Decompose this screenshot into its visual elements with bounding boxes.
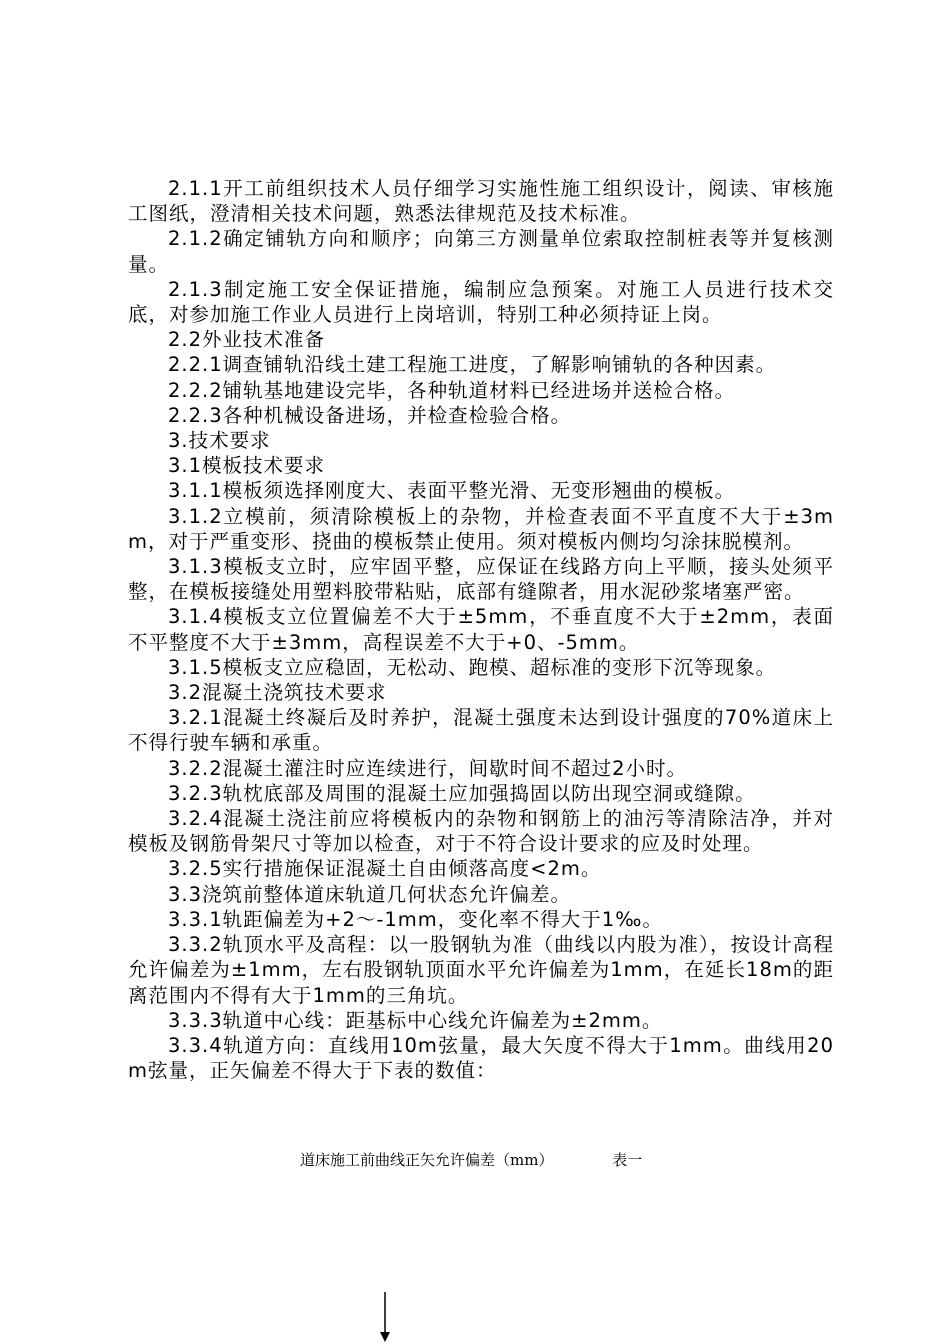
paragraph: 3.2.1混凝土终凝后及时养护，混凝土强度未达到设计强度的70%道床上不得行驶车辆和承重。 [128,706,834,755]
paragraph: 3.2.5实行措施保证混凝土自由倾落高度<2m。 [168,857,602,881]
table-number: 表一 [612,1151,643,1169]
section-heading: 3.1模板技术要求 [168,454,326,478]
section-heading: 3.技术要求 [168,429,271,453]
down-arrow-icon [378,1292,392,1344]
paragraph: 3.1.3模板支立时，应牢固平整，应保证在线路方向上平顺，接头处须平整，在模板接缝处用塑料胶带粘贴，底部有缝隙者，用水泥砂浆堵塞严密。 [128,555,834,604]
paragraph: 3.2.3轨枕底部及周围的混凝土应加强捣固以防出现空洞或缝隙。 [168,781,756,805]
paragraph: 2.2.1调查铺轨沿线土建工程施工进度，了解影响铺轨的各种因素。 [168,353,777,377]
paragraph: 3.1.5模板支立应稳固，无松动、跑模、超标准的变形下沉等现象。 [168,655,777,679]
section-heading: 2.2外业技术准备 [168,328,326,352]
document-body [128,176,834,1083]
paragraph: 3.1.2立模前，须清除模板上的杂物，并检查表面不平直度不大于±3mm，对于严重变形、挠曲的模板禁止使用。须对模板内侧均匀涂抹脱模剂。 [128,504,834,553]
paragraph: 3.3.2轨顶水平及高程：以一股钢轨为准（曲线以内股为准），按设计高程允许偏差为±1mm，左右股钢轨顶面水平允许偏差为1mm，在延长18m的距离范围内不得有大于1mm的三角坑。 [128,933,834,1007]
paragraph: 2.1.2确定铺轨方向和顺序；向第三方测量单位索取控制桩表等并复核测量。 [128,227,834,276]
table-caption-title: 道床施工前曲线正矢允许偏差（mm） [300,1151,554,1169]
paragraph: 3.1.4模板支立位置偏差不大于±5mm，不垂直度不大于±2mm，表面不平整度不大于±3mm，高程误差不大于+0、-5mm。 [128,605,834,654]
paragraph: 3.3.3轨道中心线：距基标中心线允许偏差为±2mm。 [168,1008,663,1032]
paragraph: 2.2.3各种机械设备进场，并检查检验合格。 [168,403,572,427]
paragraph: 3.2.2混凝土灌注时应连续进行，间歇时间不超过2小时。 [168,756,688,780]
section-heading: 3.3浇筑前整体道床轨道几何状态允许偏差。 [168,882,572,906]
paragraph: 2.1.1开工前组织技术人员仔细学习实施性施工组织设计，阅读、审核施工图纸，澄清相关技术问题，熟悉法律规范及技术标准。 [128,177,834,226]
section-heading: 3.2混凝土浇筑技术要求 [168,681,387,705]
table-caption [300,1150,720,1170]
paragraph: 2.2.2铺轨基地建设完毕，各种轨道材料已经进场并送检合格。 [168,378,736,402]
paragraph: 3.3.1轨距偏差为+2～-1mm，变化率不得大于1‰。 [168,907,663,931]
paragraph: 3.3.4轨道方向：直线用10m弦量，最大矢度不得大于1mm。曲线用20m弦量，正矢偏差不得大于下表的数值： [128,1033,834,1083]
paragraph: 3.1.1模板须选择刚度大、表面平整光滑、无变形翘曲的模板。 [168,479,736,503]
paragraph: 2.1.3制定施工安全保证措施，编制应急预案。对施工人员进行技术交底，对参加施工作业人员进行上岗培训，特别工种必须持证上岗。 [128,277,834,327]
paragraph: 3.2.4混凝土浇注前应将模板内的杂物和钢筋上的油污等清除洁净，并对模板及钢筋骨架尺寸等加以检查，对于不符合设计要求的应及时处理。 [128,807,834,856]
